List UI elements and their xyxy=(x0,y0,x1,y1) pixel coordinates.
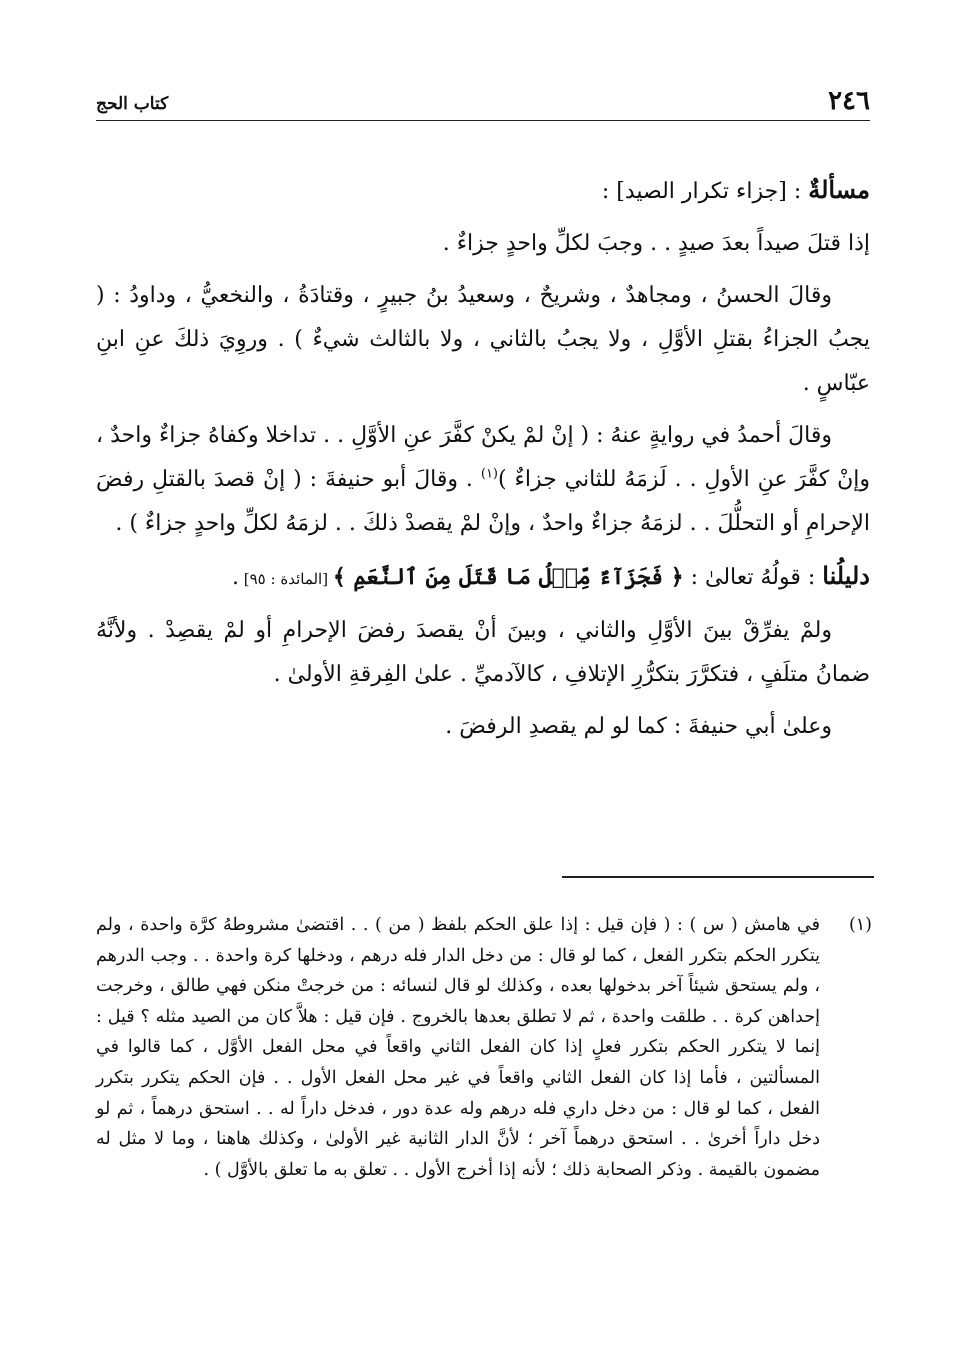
quran-reference: [المائدة : ٩٥] xyxy=(239,570,333,588)
footnote-reference[interactable]: (١) xyxy=(480,466,498,482)
paragraph-abu-hanifa-text: . وقالَ أبو حنيفةَ : ( إنْ قصدَ بالقتلِ رفضَ الإحرامِ أو التحلُّلَ . . لزمَهُ جزاءٌ واحدٌ ، وإنْ لمْ يقصدْ ذلكَ . . لزمَهُ لكلِّ واحدٍ جزاءٌ ) . xyxy=(96,467,870,536)
paragraph-ruling: إذا قتلَ صيداً بعدَ صيدٍ . . وجبَ لكلِّ واحدٍ جزاءٌ . xyxy=(442,231,870,256)
paragraph-ahmad-text: وقالَ أحمدُ في روايةٍ عنهُ : ( إنْ لمْ يكنْ كفَّرَ عنِ الأوَّلِ . . تداخلا وكفاهُ جزاءٌ واحدٌ ، وإنْ كفَّرَ عنِ الأولِ . . لَزمَهُ للثاني جزاءٌ ) xyxy=(95,423,870,492)
page-number: ٢٤٦ xyxy=(828,86,870,116)
paragraph-opinions: وقالَ الحسنُ ، ومجاهدٌ ، وشريحٌ ، وسعيدُ بنُ جبيرٍ ، وقتادَةُ ، والنخعيُّ ، وداودُ : ( يجبُ الجزاءُ بقتلِ الأوَّلِ ، ولا يجبُ بالثاني ، ولا بالثالث شيءٌ ) . وروِيَ ذلكَ عنِ ابنِ عبّاسٍ . xyxy=(96,283,870,396)
paragraph-abu-hanifa-reply: وعلىٰ أبي حنيفةَ : كما لو لم يقصدِ الرفضَ . xyxy=(445,714,832,739)
paragraph-evidence xyxy=(96,554,870,601)
paragraph-ahmad-abu-hanifa xyxy=(96,414,870,546)
footnote-1 xyxy=(96,910,872,1185)
running-title: كتاب الحج xyxy=(96,94,169,114)
issue-heading xyxy=(96,168,870,214)
evidence-label: دليلُنا xyxy=(822,561,870,590)
issue-label: مسألةٌ xyxy=(808,175,870,204)
issue-title: : [جزاء تكرار الصيد] : xyxy=(601,179,809,204)
footnote-number: (١) xyxy=(848,915,872,935)
evidence-intro: : قولُهُ تعالىٰ : xyxy=(683,565,823,590)
main-text xyxy=(96,168,870,757)
evidence-end: . xyxy=(232,565,239,590)
quran-verse: ﴿ فَجَزَآءٌ مِّثۡلُ مَا قَتَلَ مِنَ ٱلنَّعَمِ ﴾ xyxy=(332,564,684,590)
footnote-divider xyxy=(562,876,874,878)
paragraph-reasoning: ولمْ يفرِّقْ بينَ الأوَّلِ والثاني ، وبينَ أنْ يقصدَ رفضَ الإحرامِ أو لمْ يقصِدْ . ولأنَّهُ ضمانُ متلَفٍ ، فتكرَّرَ بتكرُّرِ الإتلافِ ، كالآدميِّ . علىٰ الفِرقةِ الأولىٰ . xyxy=(96,618,870,687)
footnote-text: في هامش ( س ) : ( فإن قيل : إذا علق الحكم بلفظ ( من ) . . اقتضىٰ مشروطهُ كرَّة واحدة ، ولم يتكرر الحكم بتكرر الفعل ، كما لو قال : من دخل الدار فله درهم ، ودخلها كرة واحدة . . وجب الدرهم ، ولم يستحق شيئاً آخر بدخولها بعده ، وكذلك لو قال لنسائه : من خرجتْ منكن فهي طالق ، وخرجت إحداهن كرة . . طلقت واحدة ، ثم لا تطلق بعدها بالخروج . فإن قيل : هلاَّ كان من الصيد مثله ؟ قيل : إنما لا يتكرر الحكم بتكرر فعلٍ إذا كان الفعل الثاني واقعاً في محل الفعل الأوَّل ، كما قالوا في المسألتين ، فأما إذا كان الفعل الثاني واقعاً في غير محل الفعل الأول . . فإن الحكم يتكرر بتكرر الفعل ، كما لو قال : من دخل داري فله درهم وله عدة دور ، فدخل داراً له . . استحق درهماً ، ثم لو دخل داراً أخرىٰ . . استحق درهماً آخر ؛ لأنَّ الدار الثانية غير الأولىٰ ، وكذلك هاهنا ، وما لا مثل له مضمون بالقيمة . وذكر الصحابة ذلك ؛ لأنه إذا أخرج الأول . . تعلق به ما تعلق بالأوَّل ) . xyxy=(96,915,820,1180)
running-header xyxy=(96,82,870,121)
